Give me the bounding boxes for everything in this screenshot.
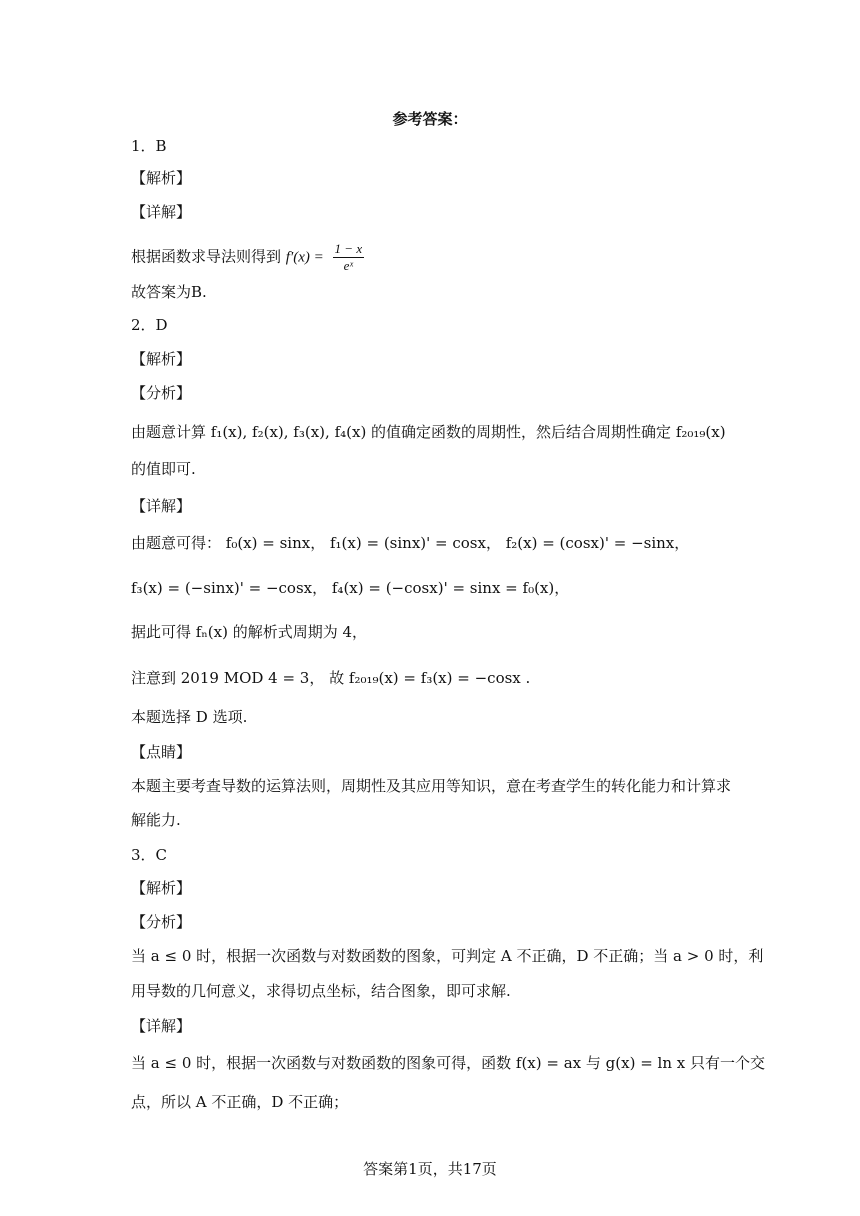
- fraction-numerator: 1 − x: [334, 241, 363, 256]
- q2-analysis-1: 由题意计算 f₁(x), f₂(x), f₃(x), f₄(x) 的值确定函数的周期性，然后结合周期性确定 f₂₀₁₉(x): [131, 423, 726, 441]
- q2-summary-2: 解能力.: [131, 811, 181, 829]
- q2-analysis-2: 的值即可.: [131, 460, 196, 478]
- page-footer: 答案第1页，共17页: [363, 1160, 497, 1178]
- section-jiexi: 【解析】: [131, 169, 192, 187]
- q3-detail-2: 点，所以 A 不正确，D 不正确；: [131, 1093, 349, 1111]
- q3-analysis-2: 用导数的几何意义，求得切点坐标，结合图象，即可求解.: [131, 982, 511, 1000]
- q2-detail-4: 注意到 2019 MOD 4 = 3， 故 f₂₀₁₉(x) = f₃(x) = −cosx .: [131, 669, 531, 687]
- section-xiangjie: 【详解】: [131, 203, 192, 221]
- derivative-lhs: f′(x) =: [285, 249, 324, 266]
- q2-detail-3: 据此可得 fₙ(x) 的解析式周期为 4，: [131, 623, 368, 641]
- q2-answer: 2．D: [131, 316, 168, 334]
- q2-detail-1: 由题意可得： f₀(x) = sinx， f₁(x) = (sinx)' = cosx， f₂(x) = (cosx)' = −sinx，: [131, 534, 690, 552]
- fraction-denominator: eˣ: [343, 258, 354, 273]
- q1-answer: 1．B: [131, 137, 167, 155]
- q2-summary-1: 本题主要考查导数的运算法则，周期性及其应用等知识，意在考查学生的转化能力和计算求: [131, 777, 732, 795]
- section-dianjing: 【点睛】: [131, 743, 192, 761]
- section-fenxi: 【分析】: [131, 384, 192, 402]
- section-jiexi: 【解析】: [131, 350, 192, 368]
- section-xiangjie: 【详解】: [131, 1017, 192, 1035]
- q3-answer: 3．C: [131, 846, 168, 864]
- section-fenxi: 【分析】: [131, 913, 192, 931]
- q2-choice: 本题选择 D 选项.: [131, 708, 248, 726]
- section-jiexi: 【解析】: [131, 879, 192, 897]
- fraction: [333, 241, 365, 274]
- q1-derivation-text: 根据函数求导法则得到: [131, 247, 282, 266]
- page-title: 参考答案：: [392, 110, 468, 128]
- q1-derivation: [131, 241, 364, 274]
- q3-detail-1: 当 a ≤ 0 时，根据一次函数与对数函数的图象可得，函数 f(x) = ax 与 g(x) = ln x 只有一个交: [131, 1054, 765, 1072]
- q3-analysis-1: 当 a ≤ 0 时，根据一次函数与对数函数的图象，可判定 A 不正确，D 不正确；当 a > 0 时，利: [131, 947, 764, 965]
- q2-detail-2: f₃(x) = (−sinx)' = −cosx， f₄(x) = (−cosx)' = sinx = f₀(x)，: [131, 579, 570, 597]
- q1-conclusion: 故答案为B.: [131, 283, 207, 301]
- section-xiangjie: 【详解】: [131, 497, 192, 515]
